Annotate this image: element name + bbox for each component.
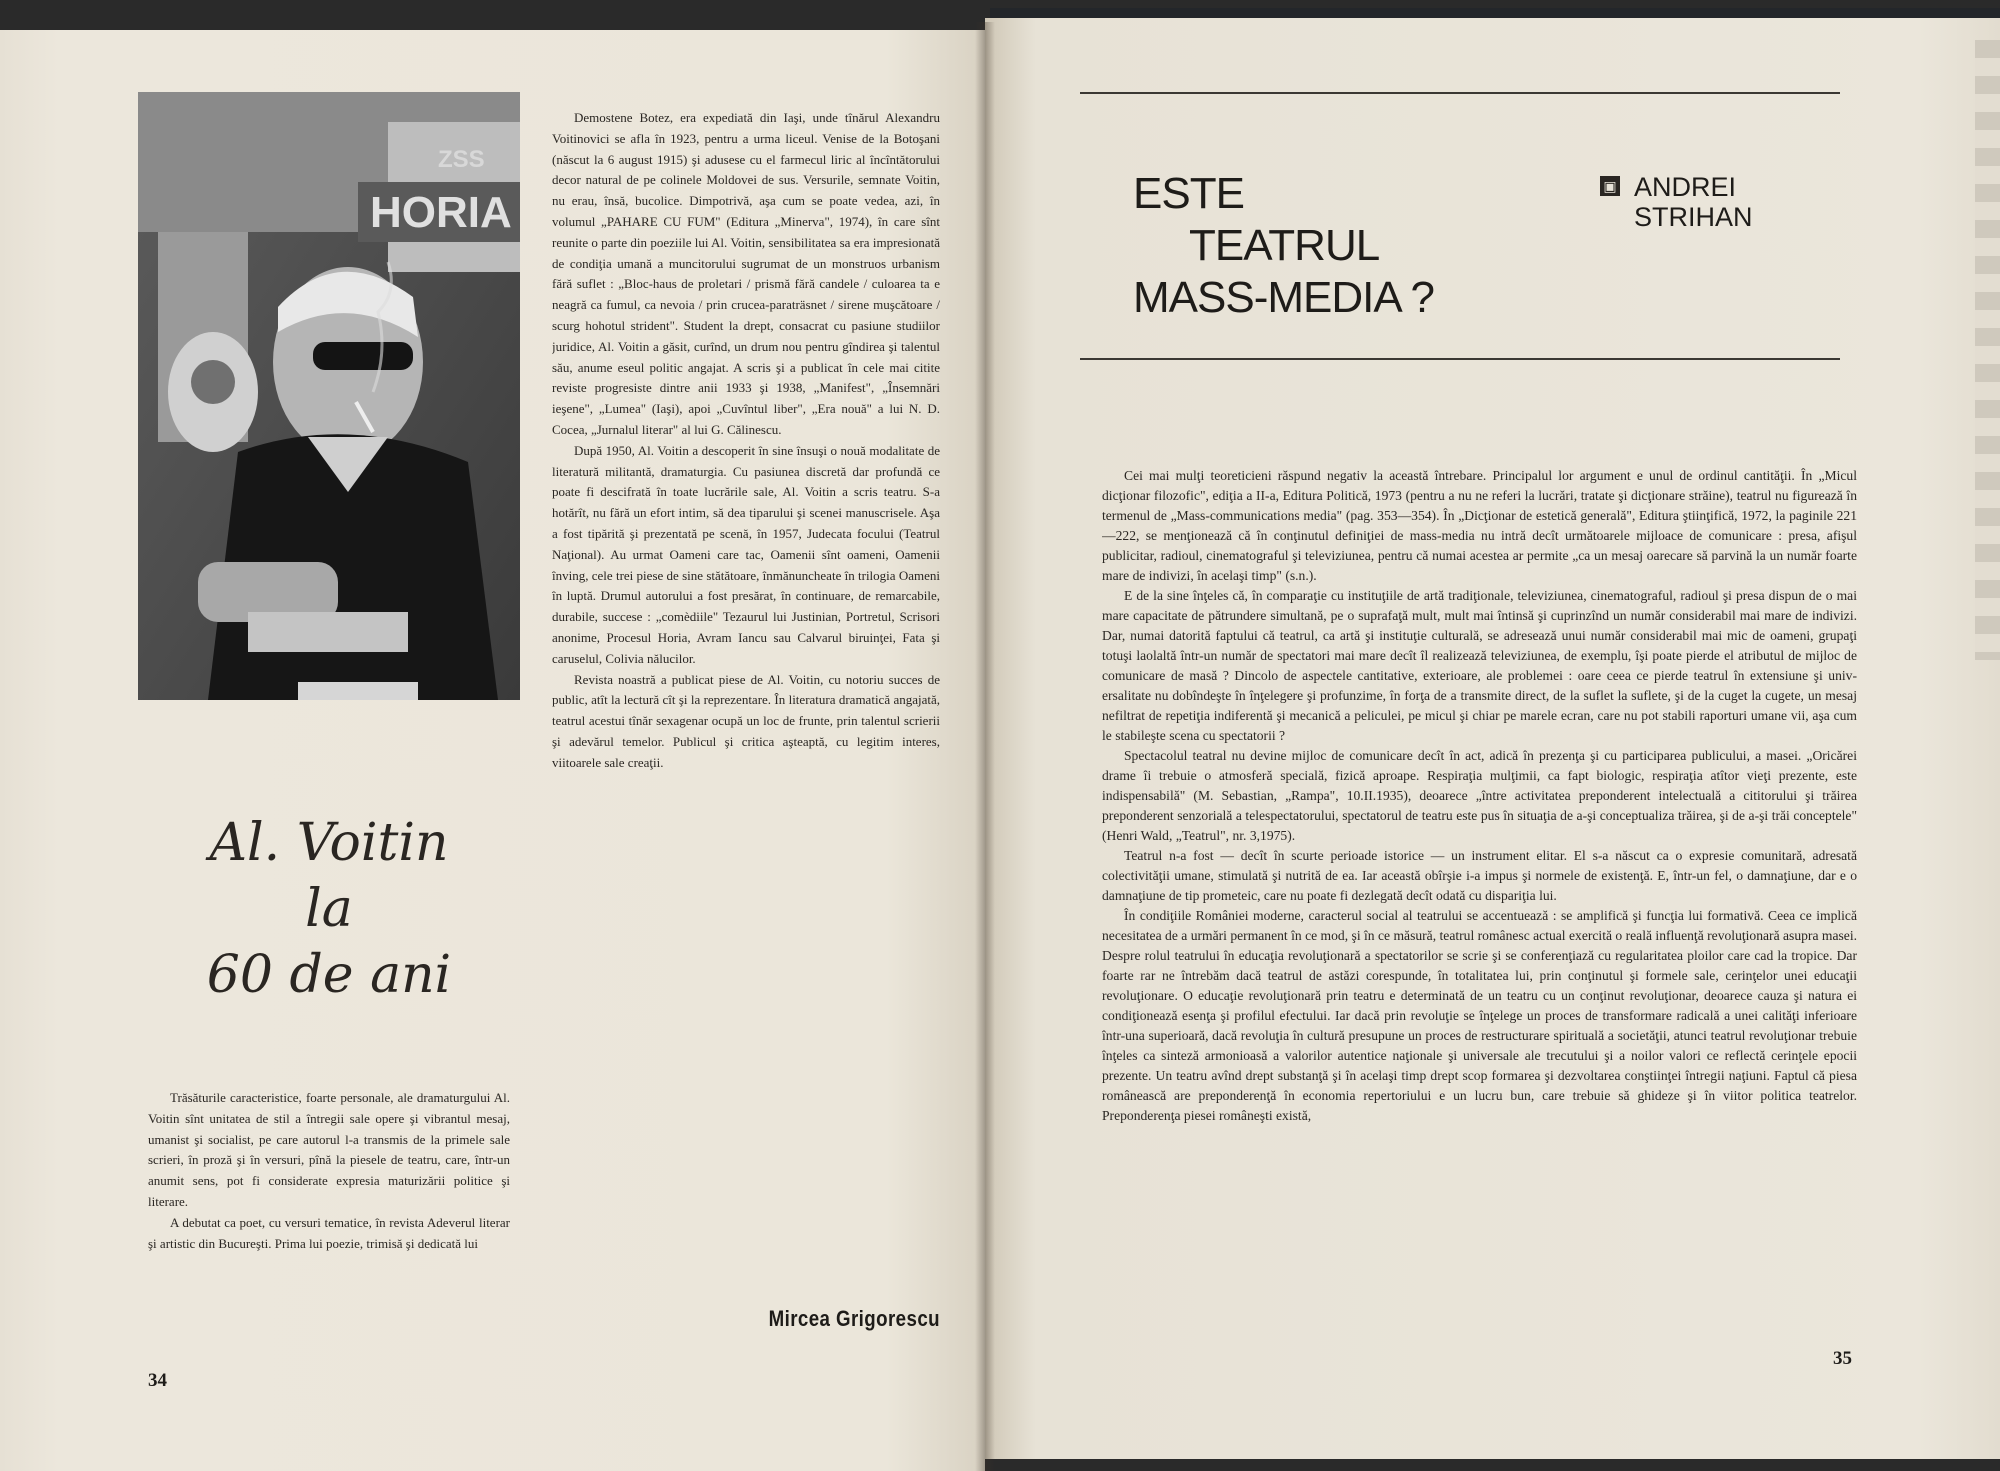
biography-paragraph-1: Demostene Botez, era expediată din Iaşi, unde tînărul Alexandru Voitinovici se afla în 1923, pentru a urma liceul. Venise de la Botoşani (născut la 6 august 1915) şi adusese cu el farmecul liric al încîntătorului decor natural de pe colinele Moldovei de sus. Versurile, semnate Voitin, nu erau, însă, bucolice. Dimpotrivă, aşa cum se poate vedea, azi, în volumul „PAHARE CU FUM" (Editura „Minerva", 1974), în care sînt reunite o parte din poeziile lui Al. Voitin, sensibilitatea sa era impresionată de condiţia umană a muncitorului sugrumat de un monstruos urbanism fără suflet : „Bloc-haus de proletari / prismă fără candele / culoarea ta e neagră ca fumul, ca nevoia / prin crucea-paraträsnet / sirene muşcătoare / scurg hohotul strident". Student la drept, consacrat cu pasiune studiilor juridice, Al. Voitin a găsit, curînd, un drum nou pentru gîndirea şi talentul său, anume eseul politic angajat. A scris şi a publicat în cele mai citite reviste progresiste dintre anii 1933 şi 1938, „Manifest", „Însemnări ieşene", „Lumea" (Iaşi), apoi „Cuvîntul liber", „Era nouă" a lui N. D. Cocea, „Jurnalul literar" al lui G. Călinescu. xyxy=(552,110,940,437)
article-paragraph-5: În condiţiile României moderne, caracterul social al teatrului se accentuează : se amplifică şi funcţia lui formativă. Ceea ce implică necesitatea de a urmări permanent în ce mod, şi în ce măsură, teatrul românesc actual exercită o reală influenţă revoluţionară asupra masei. Despre rolul teatrului în educaţia revoluţionară a spectatorilor se scrie şi se conferenţiază cu regularitatea ploilor care cad la tropice. Dar foarte rar ne întrebăm dacă teatrul de astăzi corespunde, în totalitatea lui, prin conţinutul şi formele sale, cerinţelor unei educaţii revoluţionare. O educaţie revoluţionară prin teatru e determinată de un teatru cu un conţinut revoluţionar, deoarece cauza şi natura ei condiţionează esenţa şi profilul efectului. Iar dacă prin revoluţie se înţelege un proces de transformare radicală a unei calităţi inferioare într-una superioară, dacă revoluţia în cultură presupune un proces de restructurare spirituală a societăţii, atunci teatrul revoluţionar trebuie înţeles ca sinteză armonioasă a valorilor autentice naţionale şi universale ale trecutului şi a noilor valori ce reflectă cerinţele epocii prezente. Un teatru avînd drept substanţă şi în acelaşi timp drept scop formarea şi dezvoltarea conştiinţei întregii naţiuni. Faptul că piesa românească are preponderenţă în economia repertoriului e un lucru bun, care trebuie să ghideze şi în viitor politica teatrelor. Preponderenţa piesei româneşti există, xyxy=(1102,908,1857,1123)
intro-paragraph-1: Trăsăturile caracteristice, foarte personale, ale dramaturgului Al. Voitin sînt unitatea de stil a întregii sale opere şi vibrantul mesaj, umanist şi socialist, pe care autorul l-a transmis de la primele sale scrieri, în proză şi în versuri, pînă la piesele de teatru, care, într-un anumit sens, pot fi considerate expresia maturizării politice şi literare. xyxy=(148,1090,510,1209)
article-signature: Mircea Grigorescu xyxy=(768,1306,940,1331)
article-body xyxy=(1102,466,1857,1336)
biography-paragraph-3: Revista noastră a publicat piese de Al. Voitin, cu notoriu succes de public, atît la lectură cît şi la reprezentare. În literatura dramatică angajată, teatrul acestui tînăr sexagenar ocupă un loc de frunte, prin talentul scrierii şi adevărul temelor. Publicul şi critica aşteaptă, cu legitim interes, viitoarele sale creaţii. xyxy=(552,671,940,770)
page-number-right: 35 xyxy=(1833,1348,1852,1369)
page-number-left: 34 xyxy=(148,1370,167,1391)
title-rule-top xyxy=(1080,92,1840,94)
tribute-title-line-2: la xyxy=(305,879,353,939)
biography-column xyxy=(552,108,940,1286)
intro-paragraph-2: A debutat ca poet, cu versuri tematice, în revista Adeverul literar şi artistic din Bucureşti. Prima lui poezie, trimisă şi dedicată lui xyxy=(148,1214,510,1251)
article-title-line-3: MASS-MEDIA ? xyxy=(1133,273,1434,322)
tribute-title-line-1: Al. Voitin xyxy=(209,813,449,873)
book-gutter xyxy=(975,22,995,1471)
intro-column xyxy=(148,1088,510,1348)
article-title xyxy=(1133,168,1533,324)
article-title-line-1: ESTE xyxy=(1133,169,1244,218)
page-edge-tabs xyxy=(1975,40,2000,660)
article-paragraph-4: Teatrul n-a fost — decît în scurte perioade istorice — un instrument elitar. El s-a născut ca o expresie comunitară, adresată colectivităţii umane, stimulată şi nutrită de ea. Iar această obîrşie i-a impus şi normele de existenţă. E, într-un fel, o damnaţiune, dar e o damnaţiune de tip prometeic, care nu poate fi dezlegată decît odată cu dispariţia lui. xyxy=(1102,848,1857,903)
photo-sign-horia: HORIA xyxy=(370,188,512,237)
author-last-name: STRIHAN xyxy=(1634,202,1753,232)
article-paragraph-3: Spectacolul teatral nu devine mijloc de comunicare decît în act, adică în prezenţa şi cu participarea publicului, a masei. „Oricărei drame îi trebuie o atmosferă specială, fizică aproape. Respiraţia mulţimii, ca fapt biologic, respiraţia atîtor vieţi prezente, este indispensabilă" (M. Sebastian, „Rampa", 10.II.1935), deoarece „între activitatea preponderent intelectuală a cititorului şi trăirea preponderent senzorială a telespectatorului, spectatorul de teatru este pus în situaţia de a-şi conceptualiza trăirea, şi de a-şi trăi conceptele" (Henri Wald, „Teatrul", nr. 3,1975). xyxy=(1102,748,1857,843)
tribute-title xyxy=(138,810,520,1008)
article-author xyxy=(1603,172,1834,232)
photo-sign-zss: ZSS xyxy=(438,146,485,173)
author-photo xyxy=(138,92,520,700)
author-first-name: ANDREI xyxy=(1634,172,1737,202)
portrait-image xyxy=(138,92,520,700)
title-rule-bottom xyxy=(1080,358,1840,360)
tribute-title-line-3: 60 de ani xyxy=(206,945,452,1005)
author-marker-icon: ▣ xyxy=(1600,176,1620,196)
biography-paragraph-2: După 1950, Al. Voitin a descoperit în sine însuşi o nouă modalitate de literatură militantă, dramaturgia. Cu pasiunea discretă dar profundă ce poate fi descifrată în toate lucrările sale, Al. Voitin a scris teatru. S-a hotărît, nu fără un efort intim, să dea tiparului şi scenei manuscrisele. Aşa a fost tipărită şi prezentată pe scenă, în 1957, Judecata focului (Teatrul Naţional). Au urmat Oameni care tac, Oamenii sînt oameni, Oamenii înving, cele trei piese de sine stătătoare, înmănuncheate în trilogia Oameni în luptă. Drumul autorului a fost presărat, în continuare, de remarcabile, durabile, succese : „comèdiile" Tezaurul lui Justinian, Portretul, Scrisori anonime, Procesul Horia, Avram Iancu sau Calvarul biruinţei, Fata şi caruselul, Colivia nălucilor. xyxy=(552,442,940,666)
article-paragraph-1: Cei mai mulţi teoreticieni răspund negativ la această întrebare. Principalul lor argument e unul de ordinul cantităţii. În „Micul dicţionar filozofic", ediţia a II-a, Editura Politică, 1973 (pentru a nu ne referi la lucrări, tratate şi dicţionare străine), teatrul nu figurează în termenul de „Mass-communications media" (pag. 353—354). În „Dicţionar de estetică generală", Editura ştiinţifică, 1972, la paginile 221—222, se menţionează că în conţinutul definiţiei de mass-media nu intră decît următoarele mijloace de comunicare : presa, afişul publicitar, radioul, cinematograful şi televiziunea, pentru că numai acestea ar permite „ca un mesaj oarecare să parvină la un număr foarte mare de indivizi, în acelaşi timp" (s.n.). xyxy=(1102,468,1857,583)
article-paragraph-2: E de la sine înţeles că, în comparaţie cu instituţiile de artă tradiţionale, televiziunea, cinematograful, radioul şi presa dispun de o mai mare capacitate de pătrundere simultană, pe o suprafaţă mult, mult mai întinsă şi cuprinzînd un număr considerabil mai mare de indivizi. Dar, numai datorită faptului că teatrul, ca artă şi instituţie culturală, se adresează unui număr considerabil mai mic de oameni, grupaţi totuşi laolaltă într-un număr de spectatori mai mare decît îl realizează televiziunea, de exemplu, îşi poate pierde el atributul de mijloc de comunicare de masă ? Dincolo de aspectele cantitative, exterioare, ale problemei : oare ceea ce pierde teatrul în extensiune şi universalitate nu dobîndeşte în înţelegere şi profunzime, în forţa de a transmite direct, de la suflet la suflete, şi de la cuget la cugete, un mesaj nefiltrat de repetiţia indiferentă şi mecanică a peliculei, pe micul şi chiar pe marele ecran, care nu pot stabili raporturi umane vii, aşa cum le stabileşte scena cu spectatorii ? xyxy=(1102,588,1857,743)
article-title-line-2: TEATRUL xyxy=(1189,221,1380,270)
